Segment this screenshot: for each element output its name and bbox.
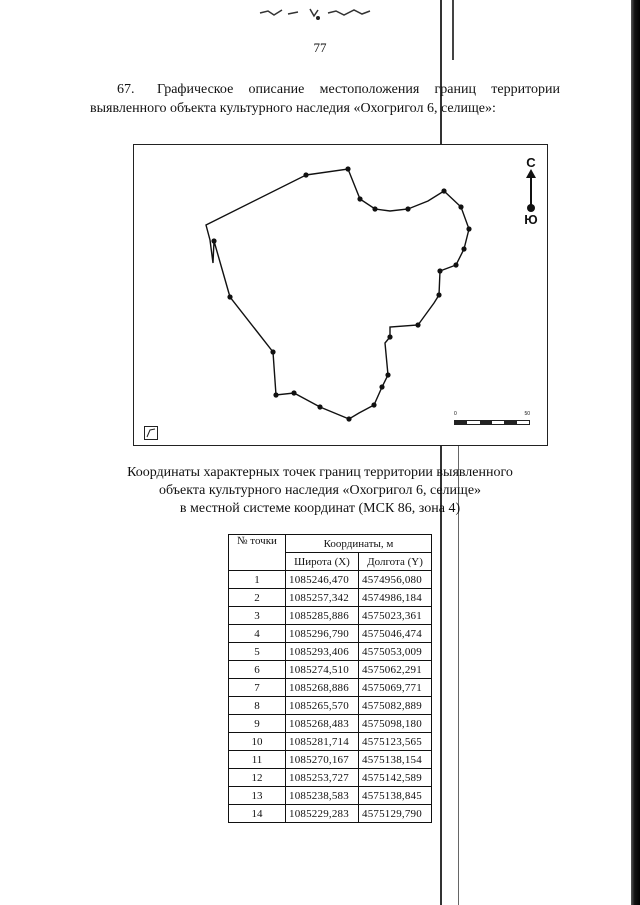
latitude-x-cell: 1085246,470 (286, 571, 359, 589)
header-point-number: № точки (229, 535, 286, 571)
point-number-cell: 7 (229, 679, 286, 697)
boundary-vertex (379, 384, 384, 389)
north-arrow (516, 155, 546, 227)
scale-end: 50 (524, 411, 530, 417)
longitude-y-cell: 4574986,184 (359, 589, 432, 607)
longitude-y-cell: 4574956,080 (359, 571, 432, 589)
boundary-vertex (371, 402, 376, 407)
latitude-x-cell: 1085274,510 (286, 661, 359, 679)
latitude-x-cell: 1085238,583 (286, 787, 359, 805)
boundary-vertex (211, 238, 216, 243)
longitude-y-cell: 4575053,009 (359, 643, 432, 661)
point-number-cell: 4 (229, 625, 286, 643)
point-number-cell: 6 (229, 661, 286, 679)
boundary-vertex (317, 404, 322, 409)
boundary-vertex (387, 334, 392, 339)
table-row (229, 733, 432, 751)
table-row (229, 679, 432, 697)
longitude-y-cell: 4575142,589 (359, 769, 432, 787)
coords-title-line-2: объекта культурного наследия «Охогригол 6, селище» (158, 483, 482, 498)
boundary-polygon-svg (134, 145, 547, 445)
coordinates-table (228, 534, 432, 823)
scale-zero: 0 (454, 411, 457, 417)
boundary-vertex (441, 188, 446, 193)
boundary-vertex (461, 246, 466, 251)
latitude-x-cell: 1085268,483 (286, 715, 359, 733)
point-number-cell: 8 (229, 697, 286, 715)
longitude-y-cell: 4575138,154 (359, 751, 432, 769)
scale-bar-graphic (454, 420, 530, 425)
point-number-cell: 1 (229, 571, 286, 589)
scan-smudge (258, 6, 378, 20)
boundary-map (133, 144, 548, 446)
longitude-y-cell: 4575129,790 (359, 805, 432, 823)
coords-title-line-3: в местной системе координат (МСК 86, зона 4) (179, 501, 461, 516)
table-row (229, 805, 432, 823)
coords-title (0, 464, 640, 518)
boundary-vertex (270, 349, 275, 354)
point-number-cell: 14 (229, 805, 286, 823)
table-row (229, 589, 432, 607)
coordinates-table-body (229, 571, 432, 823)
table-row (229, 697, 432, 715)
boundary-vertex (453, 262, 458, 267)
table-row (229, 625, 432, 643)
boundary-vertex (458, 204, 463, 209)
intro-line-1-text: Графическое описание местоположения границ территории (157, 82, 560, 97)
table-row (229, 715, 432, 733)
north-arrow-icon (530, 172, 532, 210)
page-number: 77 (313, 40, 327, 55)
point-number-cell: 12 (229, 769, 286, 787)
boundary-vertex (405, 206, 410, 211)
point-number-cell: 10 (229, 733, 286, 751)
scale-bar (454, 411, 536, 427)
boundary-vertex (291, 390, 296, 395)
item-number: 67. (117, 82, 135, 97)
boundary-vertex (385, 372, 390, 377)
table-row (229, 787, 432, 805)
point-number-cell: 11 (229, 751, 286, 769)
latitude-x-cell: 1085257,342 (286, 589, 359, 607)
point-number-cell: 2 (229, 589, 286, 607)
table-row (229, 571, 432, 589)
longitude-y-cell: 4575123,565 (359, 733, 432, 751)
boundary-vertex (346, 416, 351, 421)
scan-vertical-line (440, 0, 442, 905)
boundary-legend-icon (144, 426, 158, 440)
boundary-polygon (206, 169, 469, 419)
boundary-vertex (437, 268, 442, 273)
latitude-x-cell: 1085281,714 (286, 733, 359, 751)
point-number-cell: 9 (229, 715, 286, 733)
boundary-vertex (415, 322, 420, 327)
longitude-y-cell: 4575098,180 (359, 715, 432, 733)
header-latitude-x: Широта (X) (286, 553, 359, 571)
latitude-x-cell: 1085265,570 (286, 697, 359, 715)
header-longitude-y: Долгота (Y) (359, 553, 432, 571)
boundary-vertex (273, 392, 278, 397)
boundary-vertex (345, 166, 350, 171)
table-row (229, 643, 432, 661)
table-row (229, 607, 432, 625)
longitude-y-cell: 4575023,361 (359, 607, 432, 625)
longitude-y-cell: 4575082,889 (359, 697, 432, 715)
north-label: С (526, 155, 536, 170)
boundary-vertex (372, 206, 377, 211)
latitude-x-cell: 1085268,886 (286, 679, 359, 697)
scan-right-edge (631, 0, 640, 905)
boundary-vertex (466, 226, 471, 231)
latitude-x-cell: 1085229,283 (286, 805, 359, 823)
intro-line-2: выявленного объекта культурного наследия «Охогригол 6, селище»: (90, 101, 496, 116)
table-row (229, 661, 432, 679)
header-coordinates: Координаты, м (286, 535, 432, 553)
latitude-x-cell: 1085296,790 (286, 625, 359, 643)
map-legend (144, 426, 162, 440)
latitude-x-cell: 1085293,406 (286, 643, 359, 661)
longitude-y-cell: 4575069,771 (359, 679, 432, 697)
longitude-y-cell: 4575046,474 (359, 625, 432, 643)
intro-paragraph (90, 80, 560, 118)
boundary-vertices (211, 166, 471, 421)
boundary-vertex (227, 294, 232, 299)
latitude-x-cell: 1085270,167 (286, 751, 359, 769)
boundary-vertex (436, 292, 441, 297)
boundary-vertex (303, 172, 308, 177)
coords-title-line-1: Координаты характерных точек границ территории выявленного (127, 465, 513, 480)
south-label: Ю (524, 212, 538, 227)
latitude-x-cell: 1085285,886 (286, 607, 359, 625)
boundary-vertex (357, 196, 362, 201)
point-number-cell: 13 (229, 787, 286, 805)
longitude-y-cell: 4575138,845 (359, 787, 432, 805)
longitude-y-cell: 4575062,291 (359, 661, 432, 679)
latitude-x-cell: 1085253,727 (286, 769, 359, 787)
point-number-cell: 3 (229, 607, 286, 625)
intro-line-1 (90, 80, 560, 99)
point-number-cell: 5 (229, 643, 286, 661)
table-row (229, 769, 432, 787)
table-row (229, 751, 432, 769)
